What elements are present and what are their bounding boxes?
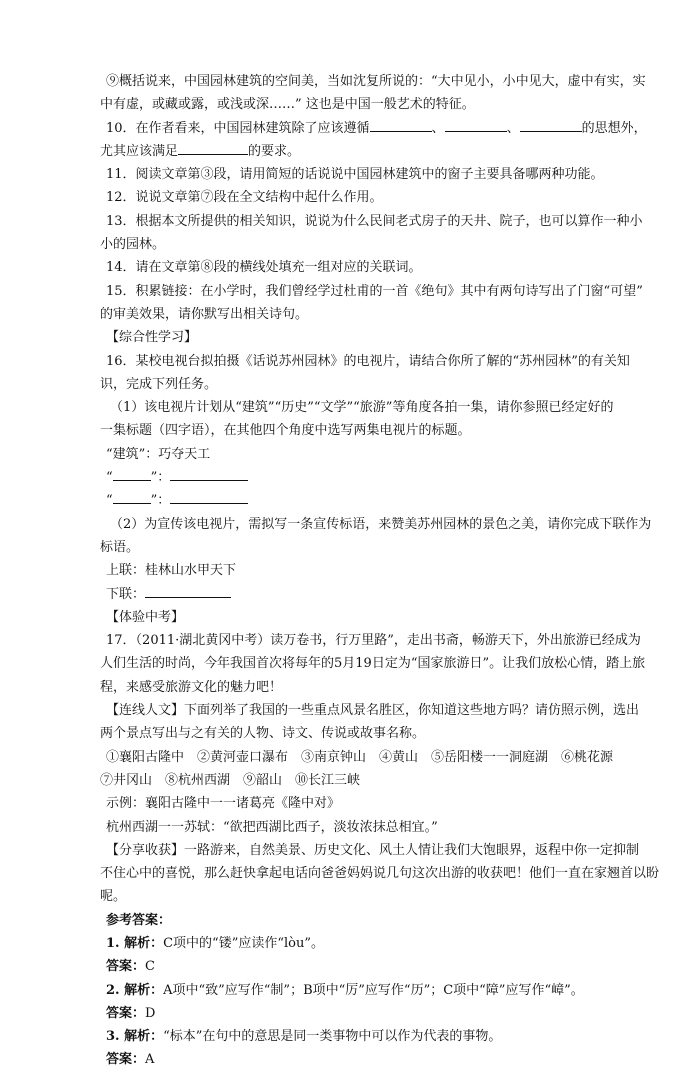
answer-3 xyxy=(100,1048,638,1071)
scenic-list-line-2: ⑦井冈山 ⑧杭州西湖 ⑨韶山 ⑩长江三峡 xyxy=(100,772,361,788)
answer-blank xyxy=(170,490,248,504)
question-16-line-2: 识，完成下列任务。 xyxy=(100,376,218,392)
question-16-task-1-line-2: 一集标题（四字语），在其他四个角度中选写两集电视片的标题。 xyxy=(100,423,471,439)
answer-value: A xyxy=(145,1052,155,1068)
question-13-line-1: 13．根据本文所提供的相关知识，说说为什么民间老式房子的天井、院子，也可以算作一种小 xyxy=(106,213,643,229)
question-17-line-3: 程，来感受旅游文化的魅力吧！ xyxy=(100,679,283,695)
question-10-line-1 xyxy=(100,117,647,140)
answer-value: C xyxy=(145,959,155,975)
analysis-label: 1. 解析： xyxy=(106,935,164,951)
share-task-line-2: 不住心中的喜悦，那么赶快拿起电话向爸爸妈妈说几句这次出游的收获吧！他们一直在家翘首以盼 xyxy=(100,866,660,882)
section-heading-comprehensive: 【综合性学习】 xyxy=(106,330,198,346)
question-17-line-1: 17．（2011·湖北黄冈中考）读万卷书，行万里路”，走出书斋，畅游天下，外出旅游已经成为 xyxy=(106,633,641,649)
title-example: “建筑”：巧夺天工 xyxy=(106,446,211,462)
couplet-upper: 上联：桂林山水甲天下 xyxy=(106,563,237,579)
example-line-2: 杭州西湖一一苏轼：“欲把西湖比西子，淡妆浓抹总相宜。” xyxy=(106,819,438,835)
question-17-line-2: 人们生活的时尚，今年我国首次将每年的5月19日定为“国家旅游日”。让我们放松心情，踏上旅 xyxy=(100,656,646,672)
question-12: 12．说说文章第⑦段在全文结构中起什么作用。 xyxy=(106,190,383,206)
question-11: 11．阅读文章第③段，请用简短的话说说中国园林建筑中的窗子主要具备哪两种功能。 xyxy=(106,167,604,183)
share-task-line-3: 呢。 xyxy=(100,889,127,905)
answers-heading xyxy=(100,909,638,932)
answers-heading-text: 参考答案： xyxy=(106,912,172,928)
close-quote-colon: ”： xyxy=(150,470,171,486)
answer-1-analysis xyxy=(100,932,638,955)
answer-2-analysis xyxy=(100,979,638,1002)
question-10-text: 10．在作者看来，中国园林建筑除了应该遵循 xyxy=(106,120,370,136)
answer-blank xyxy=(178,141,248,155)
analysis-text: “标本”在句中的意思是同一类事物中可以作为代表的事物。 xyxy=(163,1029,502,1045)
question-16-task-2-line-1: （2）为宣传该电视片，需拟写一条宣传标语，来赞美苏州园林的景色之美，请你完成下联作为 xyxy=(110,516,652,532)
answer-blank xyxy=(145,584,231,598)
open-quote: “ xyxy=(106,493,113,509)
answer-blank xyxy=(113,467,151,481)
analysis-text: A项中“致”应写作“制”；B项中“厉”应写作“历”；C项中“障”应写作“嶂”。 xyxy=(163,982,584,998)
close-quote-colon: ”： xyxy=(150,493,171,509)
answer-label: 答案： xyxy=(106,959,146,975)
question-16-line-1: 16．某校电视台拟拍摄《话说苏州园林》的电视片，请结合你所了解的“苏州园林”的有关知 xyxy=(106,353,630,369)
open-quote: “ xyxy=(106,470,113,486)
answer-3-analysis xyxy=(100,1025,638,1048)
title-blank-row xyxy=(100,466,638,489)
question-13-line-2: 小的园林。 xyxy=(100,237,166,253)
answer-blank xyxy=(370,118,432,132)
question-10-text: 尤其应该满足 xyxy=(100,143,179,159)
separator: 、 xyxy=(506,120,520,136)
answer-2 xyxy=(100,1002,638,1025)
answer-label: 答案： xyxy=(106,1005,146,1021)
question-10-line-2 xyxy=(100,140,638,163)
question-10-text-end: 的思想外， xyxy=(581,120,647,136)
question-15-line-1: 15．积累链接：在小学时，我们曾经学过杜甫的一首《绝句》其中有两句诗写出了门窗“可望” xyxy=(106,283,643,299)
culture-task-line-1: 【连线人文】下面列举了我国的一些重点风景名胜区，你知道这些地方吗？请仿照示例，选出 xyxy=(106,703,640,719)
answer-1 xyxy=(100,955,638,978)
question-16-task-2-line-2: 标语。 xyxy=(100,539,140,555)
scenic-list-line-1: ①襄阳古隆中 ②黄河壶口瀑布 ③南京钟山 ④黄山 ⑤岳阳楼一一洞庭湖 ⑥桃花源 xyxy=(106,749,614,765)
answer-blank xyxy=(113,490,151,504)
answer-blank xyxy=(170,467,248,481)
answer-label: 答案： xyxy=(106,1052,146,1068)
paragraph-9-line-1: ⑨概括说来，中国园林建筑的空间美，当如沈复所说的：“大中见小，小中见大，虚中有实，实 xyxy=(106,74,646,89)
analysis-label: 3. 解析： xyxy=(106,1029,164,1045)
title-blank-row xyxy=(100,489,638,512)
question-10-text-end: 的要求。 xyxy=(248,143,301,159)
answer-value: D xyxy=(145,1005,156,1021)
document-body xyxy=(100,70,660,1072)
question-16-task-1-line-1: （1）该电视片计划从“建筑”“历史”“文学”“旅游”等角度各拍一集，请你参照已经定好的 xyxy=(110,400,614,416)
section-heading-exam: 【体验中考】 xyxy=(106,609,185,625)
answer-blank xyxy=(520,118,582,132)
analysis-label: 2. 解析： xyxy=(106,982,164,998)
answer-blank xyxy=(445,118,507,132)
question-14: 14．请在文章第⑧段的横线处填充一组对应的关联词。 xyxy=(106,260,422,276)
question-15-line-2: 的审美效果，请你默写出相关诗句。 xyxy=(100,306,309,322)
culture-task-line-2: 两个景点写出与之有关的人物、诗文、传说或故事名称。 xyxy=(100,726,426,742)
couplet-lower-label: 下联： xyxy=(106,586,146,602)
example-line-1: 示例：襄阳古隆中一一诸葛亮《隆中对》 xyxy=(106,796,341,812)
analysis-text: C项中的“镂”应读作“lòu”。 xyxy=(163,935,324,951)
share-task-line-1: 【分享收获】一路游来，自然美景、历史文化、风土人情让我们大饱眼界，返程中你一定抑制 xyxy=(106,842,640,858)
paragraph-9-line-2: 中有虚，或藏或露，或浅或深……” 这也是中国一般艺术的特征。 xyxy=(100,97,475,113)
couplet-lower xyxy=(100,583,638,606)
separator: 、 xyxy=(431,120,445,136)
